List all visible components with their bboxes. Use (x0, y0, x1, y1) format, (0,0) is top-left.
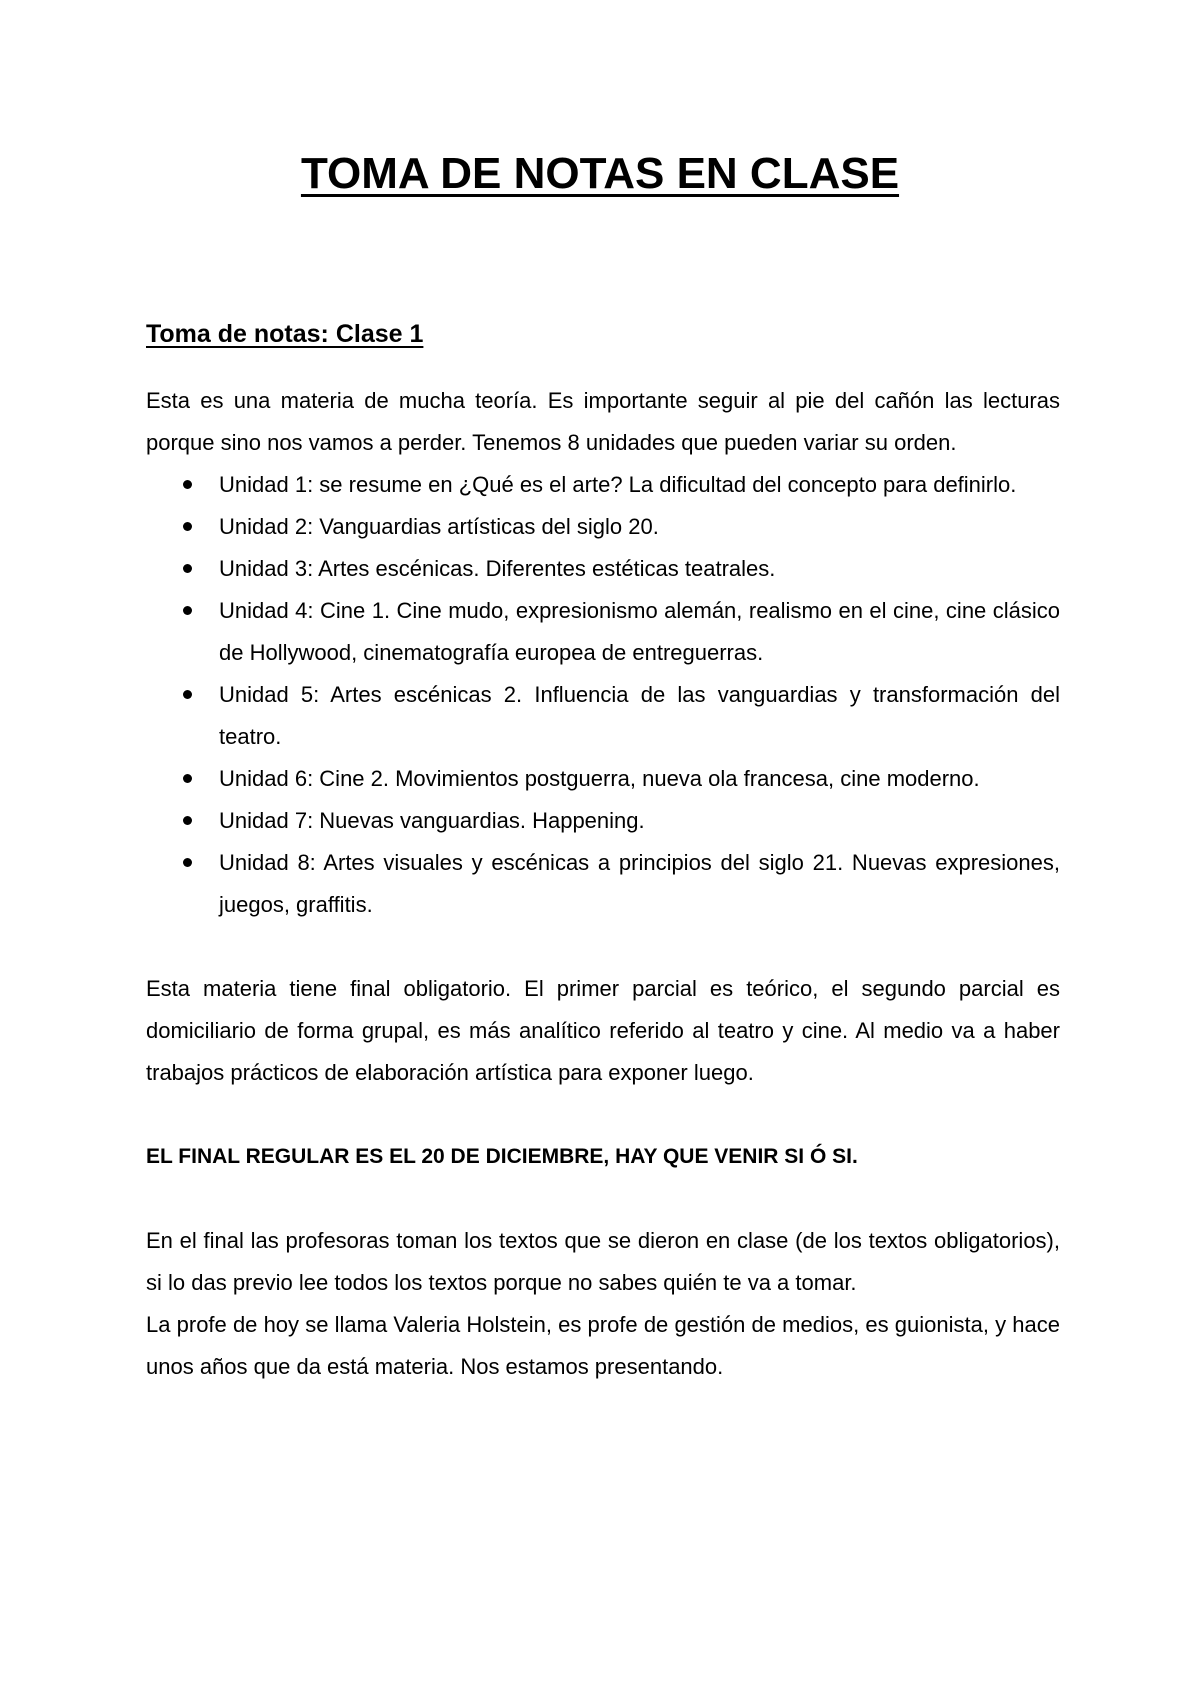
list-item (146, 590, 1060, 674)
teacher-paragraph: La profe de hoy se llama Valeria Holstein, es profe de gestión de medios, es guionista, y hace unos años que da está materia. Nos estamos presentando. (146, 1312, 1060, 1379)
bullet-icon (183, 858, 192, 867)
unit-text: Unidad 6: Cine 2. Movimientos postguerra, nueva ola francesa, cine moderno. (219, 766, 980, 791)
list-item (146, 464, 1060, 506)
final-paragraph: En el final las profesoras toman los textos que se dieron en clase (de los textos obligatorios), si lo das previo lee todos los textos porque no sabes quién te va a tomar. (146, 1228, 1060, 1295)
bullet-icon (183, 564, 192, 573)
list-item (146, 548, 1060, 590)
bullet-icon (183, 480, 192, 489)
unit-text: Unidad 4: Cine 1. Cine mudo, expresionismo alemán, realismo en el cine, cine clásico de Hollywood, cinematografía europea de entreguerras. (219, 598, 1060, 665)
unit-text: Unidad 7: Nuevas vanguardias. Happening. (219, 808, 645, 833)
list-item (146, 506, 1060, 548)
bullet-icon (183, 816, 192, 825)
units-list (146, 464, 1060, 926)
spacer (146, 926, 1060, 968)
unit-text: Unidad 5: Artes escénicas 2. Influencia de las vanguardias y transformación del teatro. (219, 682, 1060, 749)
exam-paragraph: Esta materia tiene final obligatorio. El primer parcial es teórico, el segundo parcial es domiciliario de forma grupal, es más analítico referido al teatro y cine. Al medio va a haber trabajos prácticos de elaboración artística para exponer luego. (146, 976, 1060, 1085)
list-item (146, 758, 1060, 800)
section-heading: Toma de notas: Clase 1 (146, 320, 424, 348)
list-item (146, 674, 1060, 758)
intro-paragraph: Esta es una materia de mucha teoría. Es importante seguir al pie del cañón las lecturas porque sino nos vamos a perder. Tenemos 8 unidades que pueden variar su orden. (146, 388, 1060, 455)
document-title: TOMA DE NOTAS EN CLASE (300, 149, 900, 198)
final-date-notice: EL FINAL REGULAR ES EL 20 DE DICIEMBRE, HAY QUE VENIR SI Ó SI. (146, 1145, 858, 1168)
bullet-icon (183, 774, 192, 783)
spacer (146, 1178, 1060, 1220)
spacer (146, 1094, 1060, 1136)
bullet-icon (183, 522, 192, 531)
document-body (146, 314, 1060, 1388)
unit-text: Unidad 1: se resume en ¿Qué es el arte? La dificultad del concepto para definirlo. (219, 472, 1017, 497)
list-item (146, 842, 1060, 926)
unit-text: Unidad 3: Artes escénicas. Diferentes estéticas teatrales. (219, 556, 776, 581)
unit-text: Unidad 2: Vanguardias artísticas del siglo 20. (219, 514, 659, 539)
unit-text: Unidad 8: Artes visuales y escénicas a principios del siglo 21. Nuevas expresiones, juegos, graffitis. (219, 850, 1060, 917)
list-item (146, 800, 1060, 842)
bullet-icon (183, 690, 192, 699)
bullet-icon (183, 606, 192, 615)
